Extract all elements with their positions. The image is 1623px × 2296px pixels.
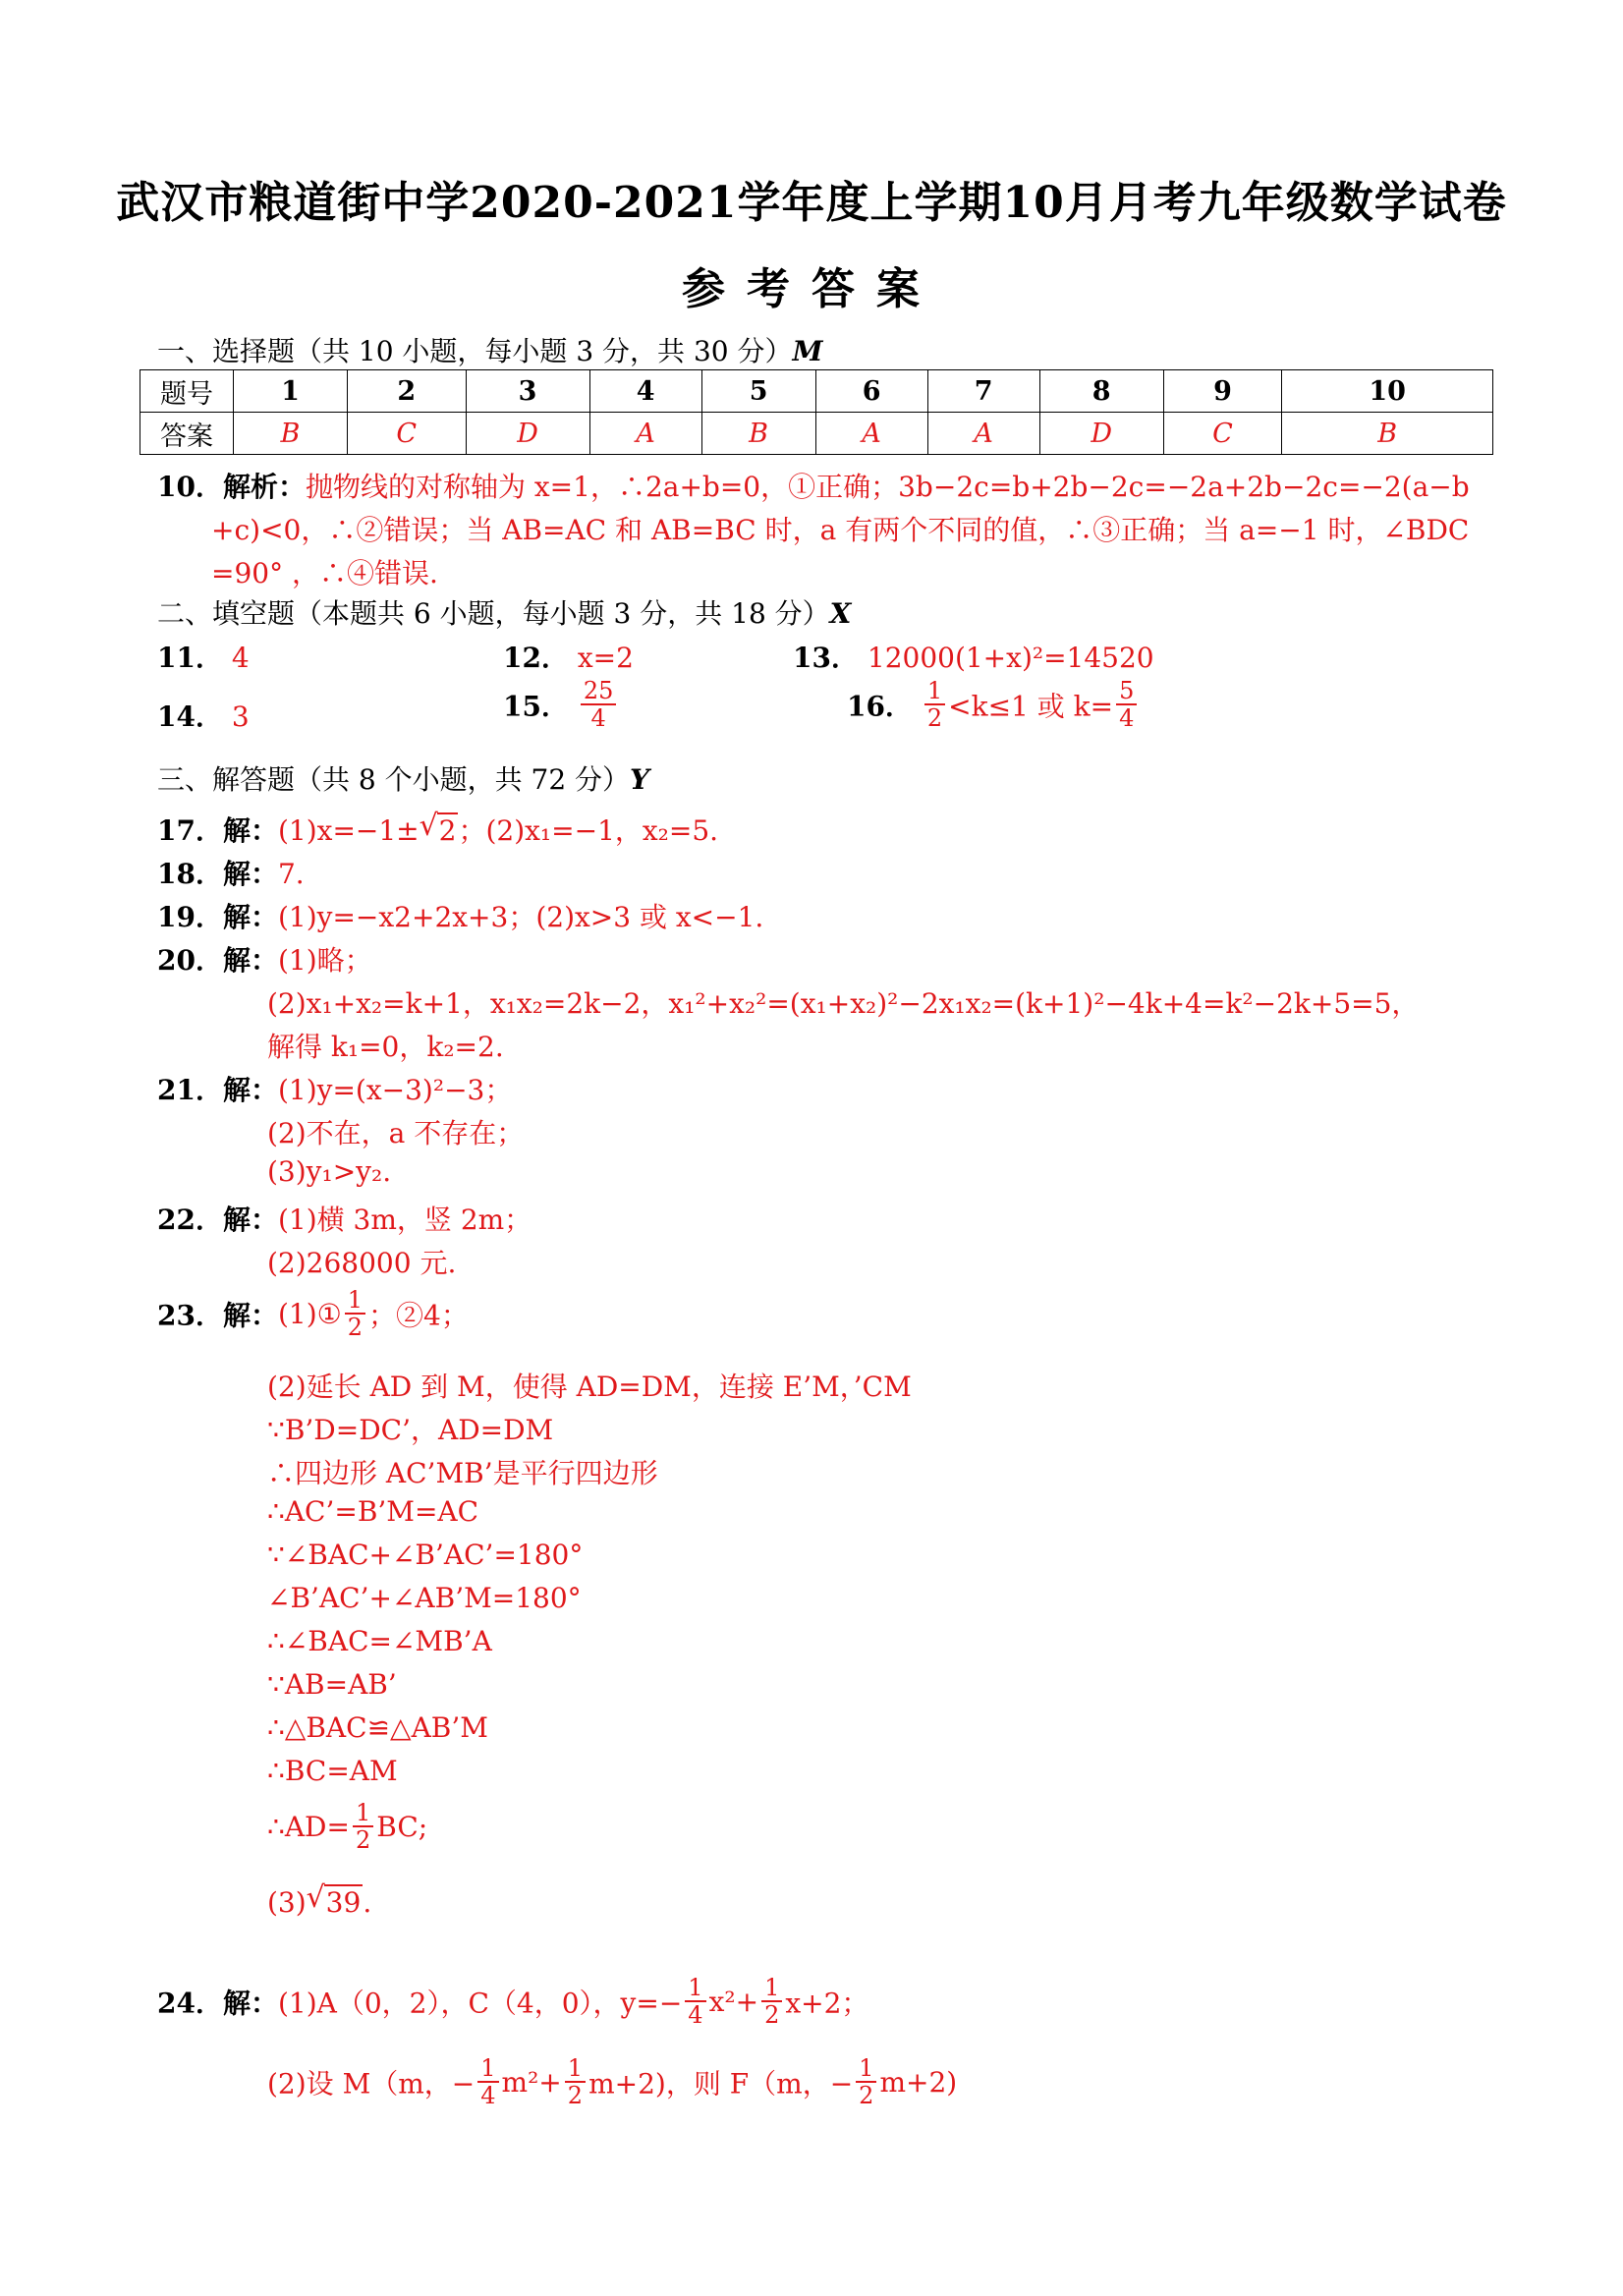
table-head-cell: 2: [347, 370, 466, 413]
section-choice-text: 一、选择题（共 10 小题，每小题 3 分，共 30 分）: [157, 335, 793, 367]
q10-label: 解析：: [222, 471, 306, 503]
table-head-cell: 9: [1163, 370, 1282, 413]
q11: [157, 637, 250, 676]
q22-answer-1: (1)横 3m，竖 2m；: [277, 1204, 532, 1236]
q16-middle: <k≤1 或 k=: [948, 690, 1114, 723]
q24-answer-1a: (1)A（0，2），C（4，0），y=−: [277, 1987, 683, 2020]
q12-number: 12．: [503, 642, 569, 674]
q17-answer-part1: (1)x=−1±: [277, 814, 420, 847]
q10-text2: +c)<0，∴②错误；当 AB=AC 和 AB=BC 时，a 有两个不同的值，∴③正确；当 a=−1 时，∠BDC: [211, 514, 1470, 546]
q21-number: 21．: [157, 1074, 223, 1106]
section-fill-mark: X: [829, 597, 852, 630]
page-subtitle: 参考答案: [682, 264, 941, 314]
q19-label: 解：: [222, 901, 278, 933]
table-answer-cell: B: [701, 413, 815, 455]
section-choice-mark: M: [792, 335, 823, 367]
q23-proof-line: ∵∠BAC+∠B’AC’=180°: [267, 1539, 584, 1571]
q23-ad-prefix: ∴AD=: [267, 1810, 350, 1843]
section-solve-heading: [157, 758, 649, 798]
q24-fraction: [685, 1975, 705, 2029]
q15-fraction: [581, 678, 617, 732]
q12: [503, 637, 634, 676]
q14-answer: 3: [231, 700, 250, 733]
table-answer-cell: C: [347, 413, 466, 455]
q23-part3-prefix: (3): [267, 1886, 307, 1919]
answer-table-answer-row: [140, 413, 1493, 455]
q11-number: 11．: [157, 642, 223, 674]
q24-fraction: [477, 2055, 498, 2109]
q16-fraction-b: [1116, 678, 1137, 732]
q23-proof-line: ∵AB=AB’: [267, 1668, 397, 1701]
q23-ad-suffix: BC;: [376, 1810, 428, 1843]
q23-ad-line: [267, 1800, 427, 1854]
q23-proof-line: ∴∠BAC=∠MB’A: [267, 1625, 492, 1657]
q23: [157, 1287, 469, 1341]
q24-part2: [267, 2055, 957, 2109]
q24-denominator: 2: [567, 2082, 584, 2110]
q23-ad-numerator: 1: [353, 1800, 373, 1827]
q17-number: 17．: [157, 814, 223, 847]
section-fill-heading: [157, 592, 851, 632]
table-answer-cell: C: [1163, 413, 1282, 455]
q23-proof-line: ∴四边形 AC’MB’是平行四边形: [267, 1457, 658, 1489]
q14-number: 14．: [157, 700, 223, 733]
q24-fraction: [761, 1975, 782, 2029]
table-head-cell: 5: [701, 370, 815, 413]
q20-answer-1: (1)略；: [277, 944, 372, 977]
q19-number: 19．: [157, 901, 223, 933]
q23-proof-line: (2)延长 AD 到 M，使得 AD=DM，连接 E’M，’CM: [267, 1371, 912, 1403]
sqrt-icon: √: [419, 809, 438, 843]
q22-label: 解：: [222, 1204, 278, 1236]
q10-text1: 抛物线的对称轴为 x=1，∴2a+b=0，①正确；3b−2c=b+2b−2c=−2a+2b−2c=−2(a−b: [305, 471, 1470, 503]
q23-part3: [267, 1880, 372, 1919]
q22: [157, 1199, 532, 1238]
q17-label: 解：: [222, 814, 278, 847]
table-answer-cell: A: [589, 413, 701, 455]
table-head-cell: 1: [234, 370, 348, 413]
table-head-cell: 3: [466, 370, 589, 413]
q18-number: 18．: [157, 858, 223, 890]
q20-answer-3: 解得 k₁=0，k₂=2.: [267, 1031, 504, 1063]
q23-fraction: [345, 1287, 365, 1341]
q24-denominator: 2: [764, 2001, 780, 2030]
q24-answer-2c: m+2)，则 F（m，−: [588, 2067, 854, 2100]
table-answer-cell: D: [1039, 413, 1163, 455]
q23-sqrt: [306, 1880, 364, 1919]
q23-proof-line: ∴BC=AM: [267, 1755, 398, 1787]
q23-answer-1b: ；②4；: [368, 1299, 469, 1332]
q22-number: 22．: [157, 1204, 223, 1236]
q24-number: 24．: [157, 1987, 223, 2020]
q24-fraction: [856, 2055, 876, 2109]
table-head-cell: 6: [815, 370, 927, 413]
table-label-answer: 答案: [140, 413, 234, 455]
section-fill-text: 二、填空题（本题共 6 小题，每小题 3 分，共 18 分）: [157, 597, 830, 630]
table-answer-cell: B: [1282, 413, 1493, 455]
q24-denominator: 2: [859, 2082, 874, 2110]
q21-answer-1: (1)y=(x−3)²−3；: [277, 1074, 513, 1106]
q15-number: 15．: [503, 690, 569, 723]
table-answer-cell: A: [815, 413, 927, 455]
table-answer-cell: A: [927, 413, 1039, 455]
q24-numerator: 1: [685, 1975, 705, 2002]
q18: [157, 853, 305, 892]
q22-answer-2: (2)268000 元.: [267, 1247, 457, 1279]
q21-answer-2: (2)不在，a 不存在；: [267, 1117, 525, 1149]
q14: [157, 696, 250, 735]
q12-answer: x=2: [577, 642, 634, 674]
table-answer-cell: B: [234, 413, 348, 455]
q20: [157, 939, 372, 979]
q24-numerator: 1: [565, 2055, 586, 2083]
table-head-cell: 7: [927, 370, 1039, 413]
section-choice-heading: [157, 330, 822, 369]
q18-label: 解：: [222, 858, 278, 890]
section-solve-text: 三、解答题（共 8 个小题，共 72 分）: [157, 763, 631, 796]
q16-denominator-b: 4: [1119, 704, 1135, 733]
q24-answer-2b: m²+: [501, 2065, 562, 2099]
table-head-cell: 4: [589, 370, 701, 413]
page-title: 武汉市粮道街中学2020-2021学年度上学期10月月考九年级数学试卷: [116, 178, 1507, 228]
q16-numerator-b: 5: [1116, 678, 1137, 705]
q19-answer: (1)y=−x2+2x+3；(2)x>3 或 x<−1.: [277, 901, 764, 933]
q24-numerator: 1: [761, 1975, 782, 2002]
q10-text3: =90° ，∴④错误.: [211, 557, 438, 589]
q21: [157, 1069, 512, 1108]
q23-part3-suffix: .: [363, 1886, 372, 1919]
q23-denominator: 2: [347, 1314, 364, 1342]
q10-line1: [157, 466, 1470, 505]
q24-numerator: 1: [856, 2055, 876, 2083]
q13-answer: 12000(1+x)²=14520: [867, 642, 1154, 674]
q23-radicand: 39: [325, 1886, 362, 1919]
q23-number: 23．: [157, 1299, 223, 1332]
q15-numerator: 25: [581, 678, 617, 705]
q21-label: 解：: [222, 1074, 278, 1106]
q24-answer-2a: (2)设 M（m，−: [267, 2067, 476, 2100]
q13: [793, 637, 1154, 676]
q20-answer-2: (2)x₁+x₂=k+1，x₁x₂=2k−2，x₁²+x₂²=(x₁+x₂)²−2x₁x₂=(k+1)²−4k+4=k²−2k+5=5，: [267, 987, 1420, 1020]
q23-answer-1a: (1)①: [277, 1297, 342, 1330]
q16-numerator-a: 1: [924, 678, 945, 705]
q24-fraction: [565, 2055, 586, 2109]
q24-answer-1c: x+2；: [785, 1987, 869, 2020]
q17: [157, 810, 718, 849]
q15-denominator: 4: [590, 704, 606, 733]
section-solve-mark: Y: [630, 763, 650, 796]
q24-numerator: 1: [477, 2055, 498, 2083]
q23-ad-denominator: 2: [355, 1826, 371, 1855]
q23-proof-line: ∠B’AC’+∠AB’M=180°: [267, 1582, 582, 1614]
q24-answer-1b: x²+: [708, 1985, 759, 2018]
q24: [157, 1975, 868, 2029]
q23-label: 解：: [222, 1299, 278, 1332]
table-head-cell: 8: [1039, 370, 1163, 413]
q17-sqrt: [419, 809, 459, 847]
q23-proof-line: ∵B’D=DC’，AD=DM: [267, 1414, 554, 1446]
q24-label: 解：: [222, 1987, 278, 2020]
q19: [157, 896, 763, 935]
q16-denominator-a: 2: [926, 704, 943, 733]
q23-ad-fraction: [353, 1800, 373, 1854]
q24-denominator: 4: [480, 2082, 496, 2110]
q23-proof-line: ∴AC’=B’M=AC: [267, 1495, 479, 1528]
sqrt-icon: √: [306, 1880, 325, 1915]
q10-number: 10．: [157, 471, 223, 503]
table-answer-cell: D: [466, 413, 589, 455]
q18-answer: 7.: [277, 858, 305, 890]
q11-answer: 4: [231, 642, 250, 674]
q17-answer-part2: ；(2)x₁=−1，x₂=5.: [458, 814, 719, 847]
q20-label: 解：: [222, 944, 278, 977]
q23-proof-line: ∴△BAC≌△AB’M: [267, 1711, 488, 1744]
q21-answer-3: (3)y₁>y₂.: [267, 1155, 392, 1188]
answer-table-header-row: [140, 370, 1493, 413]
q20-number: 20．: [157, 944, 223, 977]
table-label-number: 题号: [140, 370, 234, 413]
q16: [847, 678, 1140, 732]
q17-radicand: 2: [438, 814, 457, 847]
q15: [503, 678, 619, 732]
answer-table: [140, 369, 1493, 455]
q16-number: 16．: [847, 690, 913, 723]
q16-fraction-a: [924, 678, 945, 732]
q23-numerator: 1: [345, 1287, 365, 1315]
q13-number: 13．: [793, 642, 859, 674]
q24-denominator: 4: [688, 2001, 703, 2030]
q24-answer-2d: m+2): [879, 2065, 958, 2099]
table-head-cell: 10: [1282, 370, 1493, 413]
